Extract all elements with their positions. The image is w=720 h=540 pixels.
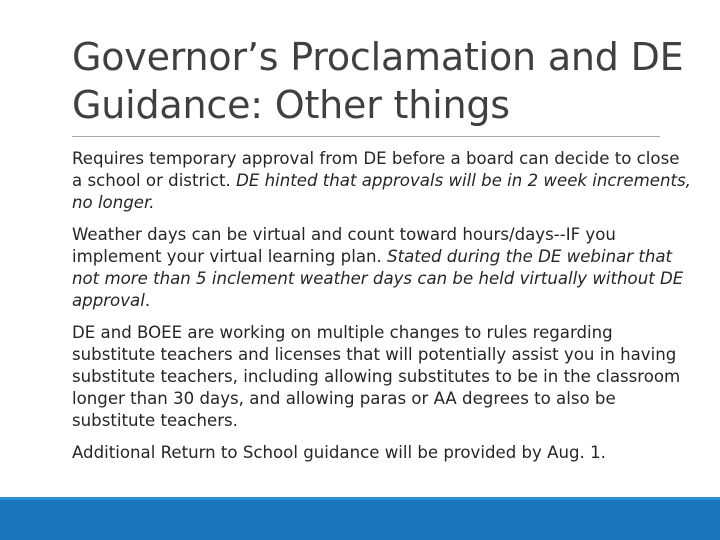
paragraph-return-guidance [72,442,692,464]
paragraph-close-school-approval [72,148,692,214]
bottom-accent-bar [0,497,720,540]
paragraph-weather-days [72,224,692,312]
slide-title: Governor’s Proclamation and DE Guidance: Other things [72,35,684,127]
paragraph-text: Requires temporary approval from DE before a board can decide to close a school or district. [72,149,680,190]
paragraph-text: Additional Return to School guidance will be provided by Aug. 1. [72,443,606,462]
bottom-accent-highlight [0,497,720,500]
paragraph-emphasis: Stated during the DE webinar that not more than 5 inclement weather days can be held virtually without DE approval [72,247,684,310]
paragraph-text: Weather days can be virtual and count toward hours/days--IF you implement your virtual learning plan. [72,225,616,266]
title-divider [72,136,660,137]
paragraph-emphasis: DE hinted that approvals will be in 2 week increments, no longer. [72,171,691,212]
slide-body [72,148,692,474]
paragraph-text: DE and BOEE are working on multiple changes to rules regarding substitute teachers and licenses that will potentially assist you in having substitute teachers, including allowing substitutes to be in the classroom longer than 30 days, and allowing paras or AA degrees to also be substitute teachers. [72,323,681,430]
paragraph-suffix: . [144,291,151,310]
paragraph-substitute-teachers [72,322,692,432]
